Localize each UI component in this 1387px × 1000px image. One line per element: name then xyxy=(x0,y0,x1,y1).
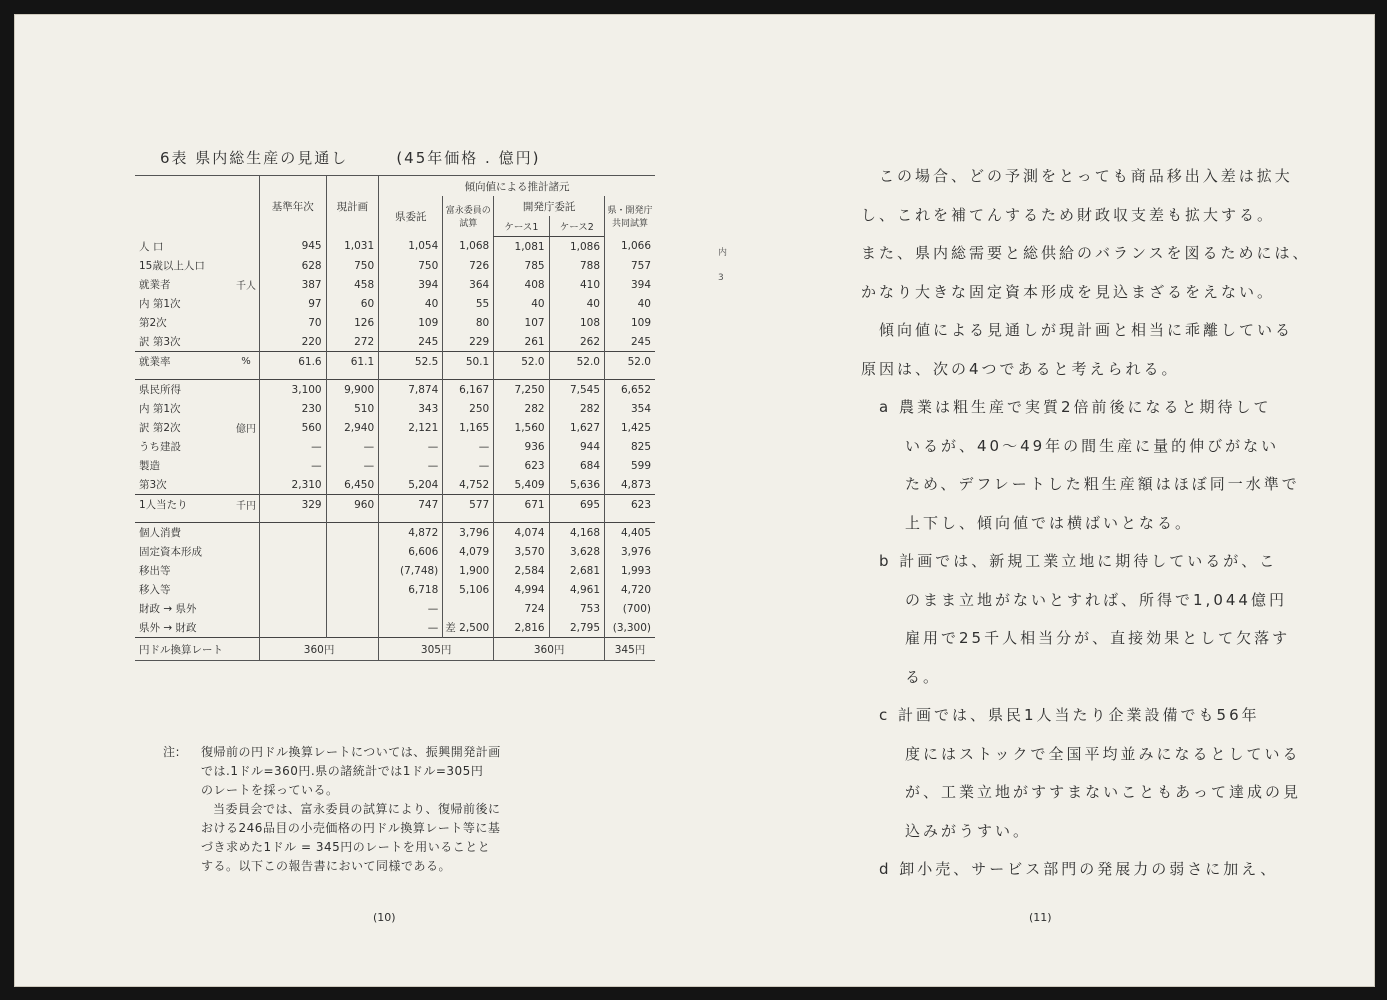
table-cell: — xyxy=(379,456,443,475)
gap-cell xyxy=(494,371,549,380)
table-cell: 785 xyxy=(494,256,549,275)
table-cell xyxy=(260,542,327,561)
table-cell: 510 xyxy=(326,399,379,418)
table-row xyxy=(135,456,655,475)
table-cell: 4,961 xyxy=(549,580,604,599)
table-cell: 55 xyxy=(443,294,494,313)
text-line: a 農業は粗生産で実質2倍前後になると期待して xyxy=(879,398,1272,416)
note-line-5: おける246品目の小売価格の円ドル換算レート等に基 xyxy=(201,821,501,835)
row-unit xyxy=(233,313,260,332)
body-text xyxy=(861,157,1321,889)
table-cell: 2,940 xyxy=(326,418,379,437)
table-cell: — xyxy=(443,456,494,475)
table-cell: 52.0 xyxy=(605,352,656,372)
text-line: が、工業立地がすすまないこともあって達成の見 xyxy=(905,783,1302,801)
table-cell: (3,300) xyxy=(605,618,656,638)
gap-cell xyxy=(135,371,233,380)
table-cell xyxy=(260,618,327,638)
table-cell: 5,204 xyxy=(379,475,443,495)
row-unit xyxy=(233,237,260,257)
table-cell: 960 xyxy=(326,495,379,515)
row-unit: % xyxy=(233,352,260,372)
row-unit xyxy=(233,399,260,418)
text-line: 原因は、次の4つであると考えられる。 xyxy=(861,359,1180,378)
table-cell: 343 xyxy=(379,399,443,418)
table-cell: 750 xyxy=(326,256,379,275)
gap-cell xyxy=(494,514,549,523)
header-pref-office: 県委託 xyxy=(379,196,443,237)
table-body xyxy=(135,237,655,661)
table-cell: 577 xyxy=(443,495,494,515)
gap-cell xyxy=(233,371,260,380)
text-line: この場合、どの予測をとっても商品移出入差は拡大 xyxy=(879,167,1293,185)
row-label: 内 第1次 xyxy=(139,403,181,415)
table-cell: 262 xyxy=(549,332,604,352)
table-cell: 329 xyxy=(260,495,327,515)
table-cell: 6,606 xyxy=(379,542,443,561)
gap-cell xyxy=(549,371,604,380)
row-unit: 億円 xyxy=(236,424,256,435)
header-kaihatsu-group: 開発庁委託 xyxy=(494,196,605,216)
table-row xyxy=(135,352,655,372)
table-cell: 2,795 xyxy=(549,618,604,638)
table-cell: 757 xyxy=(605,256,656,275)
row-label: 第2次 xyxy=(139,317,167,329)
margin-mark-1: 内 xyxy=(718,248,728,258)
table-cell: 60 xyxy=(326,294,379,313)
margin-mark-2: 3 xyxy=(718,273,724,283)
note-line-3: のレートを採っている。 xyxy=(201,783,339,797)
row-unit xyxy=(233,561,260,580)
table-title xyxy=(160,147,540,168)
table-cell: 5,409 xyxy=(494,475,549,495)
table-cell: 354 xyxy=(605,399,656,418)
table-cell: 1,627 xyxy=(549,418,604,437)
exchange-rate-value: 360円 xyxy=(494,638,605,661)
table-cell: 1,165 xyxy=(443,418,494,437)
row-label: 製造 xyxy=(139,460,160,472)
table-cell: 7,250 xyxy=(494,380,549,400)
table-cell: 4,074 xyxy=(494,523,549,543)
row-label: 訳 第2次 xyxy=(139,422,181,434)
row-unit xyxy=(233,332,260,352)
table-cell: (700) xyxy=(605,599,656,618)
note-line-2: では.1ドル=360円.県の諸統計では1ドル=305円 xyxy=(201,764,484,778)
row-label: 内 第1次 xyxy=(139,298,181,310)
text-line: し、これを補てんするため財政収支差も拡大する。 xyxy=(861,205,1276,224)
gap-cell xyxy=(260,371,327,380)
note-lead: 注: xyxy=(163,745,181,759)
table-cell: 40 xyxy=(605,294,656,313)
row-unit: 千円 xyxy=(233,495,260,515)
table-cell: 2,584 xyxy=(494,561,549,580)
table-gap xyxy=(135,514,655,523)
table-cell: — xyxy=(260,456,327,475)
table-cell: 差 2,500 xyxy=(443,618,494,638)
text-line: かなり大きな固定資本形成を見込まざるをえない。 xyxy=(861,282,1276,301)
table-cell: — xyxy=(326,456,379,475)
table-cell: 364 xyxy=(443,275,494,294)
text-line: 雇用で25千人相当分が、直接効果として欠落す xyxy=(905,629,1291,647)
text-line: 上下し、傾向値では横ばいとなる。 xyxy=(905,513,1194,532)
table-cell: 70 xyxy=(260,313,327,332)
row-unit xyxy=(233,599,260,618)
text-line: のまま立地がないとすれば、所得で1,044億円 xyxy=(905,590,1287,609)
header-case1: ケース1 xyxy=(494,216,549,237)
table-cell: 560 xyxy=(260,418,327,437)
table-row xyxy=(135,418,655,437)
note-line-7: する。以下この報告書において同様である。 xyxy=(201,859,452,873)
table-cell: 695 xyxy=(549,495,604,515)
row-label: 15歳以上人口 xyxy=(139,260,205,272)
table-cell: 684 xyxy=(549,456,604,475)
gap-cell xyxy=(326,514,379,523)
text-line: る。 xyxy=(905,667,942,686)
exchange-rate-value: 360円 xyxy=(260,638,379,661)
table-cell: — xyxy=(260,437,327,456)
table-cell: 3,570 xyxy=(494,542,549,561)
header-case2: ケース2 xyxy=(549,216,604,237)
table-cell: 1,068 xyxy=(443,237,494,257)
table-row xyxy=(135,256,655,275)
table-cell: 1,031 xyxy=(326,237,379,257)
table-cell: 825 xyxy=(605,437,656,456)
table-cell: 458 xyxy=(326,275,379,294)
table-cell: 282 xyxy=(494,399,549,418)
table-cell: 623 xyxy=(494,456,549,475)
table-cell: 394 xyxy=(379,275,443,294)
table-cell: 52.0 xyxy=(549,352,604,372)
table-row xyxy=(135,294,655,313)
table-gap xyxy=(135,371,655,380)
text-line: c 計画では、県民1人当たり企業設備でも56年 xyxy=(879,706,1260,724)
table-cell: 7,874 xyxy=(379,380,443,400)
gap-cell xyxy=(260,514,327,523)
table-cell: 229 xyxy=(443,332,494,352)
row-label: 訳 第3次 xyxy=(139,336,181,348)
row-label: 第3次 xyxy=(139,479,167,491)
table-cell: 61.6 xyxy=(260,352,327,372)
text-line: 込みがうすい。 xyxy=(905,821,1032,840)
row-label: 1人当たり xyxy=(135,495,233,515)
row-label: 財政 → 県外 xyxy=(139,603,197,615)
table-cell xyxy=(260,599,327,618)
table-title-text: 6表 県内総生産の見通し xyxy=(160,149,349,167)
row-unit xyxy=(233,380,260,400)
table-cell: 3,796 xyxy=(443,523,494,543)
table-cell: 4,872 xyxy=(379,523,443,543)
table-cell: 623 xyxy=(605,495,656,515)
table-cell: 2,681 xyxy=(549,561,604,580)
text-line: d 卸小売、サービス部門の発展力の弱さに加え、 xyxy=(879,860,1279,878)
row-label: 県外 → 財政 xyxy=(139,622,197,634)
gdp-projection-table xyxy=(135,175,655,661)
document-sheet xyxy=(14,14,1375,987)
table-cell: 387 xyxy=(260,275,327,294)
note-line-4: 当委員会では、富永委員の試算により、復帰前後に xyxy=(213,802,501,816)
text-line: また、県内総需要と総供給のバランスを図るためには、 xyxy=(861,244,1311,262)
row-unit xyxy=(233,294,260,313)
table-cell xyxy=(326,599,379,618)
text-line: 傾向値による見通しが現計画と相当に乖離している xyxy=(879,321,1294,339)
table-cell: 408 xyxy=(494,275,549,294)
table-cell: 3,976 xyxy=(605,542,656,561)
row-label: 個人消費 xyxy=(135,523,233,543)
table-cell: 52.0 xyxy=(494,352,549,372)
table-cell: 7,545 xyxy=(549,380,604,400)
table-cell: 109 xyxy=(379,313,443,332)
table-cell: — xyxy=(379,437,443,456)
table-cell: 394 xyxy=(605,275,656,294)
table-cell xyxy=(326,561,379,580)
table-cell: 40 xyxy=(379,294,443,313)
table-cell: 747 xyxy=(379,495,443,515)
table-cell: 671 xyxy=(494,495,549,515)
table-cell: 4,079 xyxy=(443,542,494,561)
table-cell: 272 xyxy=(326,332,379,352)
table-cell: 1,993 xyxy=(605,561,656,580)
note-line-6: づき求めた1ドル = 345円のレートを用いることと xyxy=(201,840,491,854)
table-cell: (7,748) xyxy=(379,561,443,580)
table-cell: 753 xyxy=(549,599,604,618)
table-cell: 2,816 xyxy=(494,618,549,638)
table-cell: 5,636 xyxy=(549,475,604,495)
row-unit xyxy=(233,437,260,456)
table-cell: 126 xyxy=(326,313,379,332)
table-cell: 52.5 xyxy=(379,352,443,372)
table-row xyxy=(135,313,655,332)
gap-cell xyxy=(443,514,494,523)
gap-cell xyxy=(379,371,443,380)
table-cell: 5,106 xyxy=(443,580,494,599)
table-cell: 50.1 xyxy=(443,352,494,372)
row-label: 県民所得 xyxy=(135,380,233,400)
table-row xyxy=(135,332,655,352)
note-line-1: 復帰前の円ドル換算レートについては、振興開発計画 xyxy=(201,745,501,759)
text-line: いるが、40〜49年の間生産に量的伸びがない xyxy=(905,436,1280,455)
row-unit xyxy=(233,523,260,543)
table-row xyxy=(135,380,655,400)
exchange-rate-row xyxy=(135,638,655,661)
table-cell: 61.1 xyxy=(326,352,379,372)
row-unit xyxy=(233,580,260,599)
table-cell xyxy=(260,561,327,580)
gap-cell xyxy=(549,514,604,523)
table-cell: 1,081 xyxy=(494,237,549,257)
table-cell: 1,425 xyxy=(605,418,656,437)
row-unit: 千人 xyxy=(236,281,256,292)
row-unit xyxy=(233,475,260,495)
table-cell: 1,066 xyxy=(605,237,656,257)
table-cell: 945 xyxy=(260,237,327,257)
table-row xyxy=(135,237,655,257)
table-cell: 40 xyxy=(494,294,549,313)
table-row xyxy=(135,495,655,515)
table-row xyxy=(135,475,655,495)
gap-cell xyxy=(379,514,443,523)
row-label: 移入等 xyxy=(139,584,171,596)
header-unit-blank xyxy=(233,176,260,237)
text-line: 度にはストックで全国平均並みになるとしている xyxy=(905,744,1301,763)
row-unit xyxy=(233,542,260,561)
gap-cell xyxy=(233,514,260,523)
table-cell: 936 xyxy=(494,437,549,456)
table-cell: 944 xyxy=(549,437,604,456)
table-cell: 750 xyxy=(379,256,443,275)
table-row xyxy=(135,561,655,580)
table-cell: 726 xyxy=(443,256,494,275)
row-unit xyxy=(233,256,260,275)
table-cell: — xyxy=(443,437,494,456)
table-cell: 230 xyxy=(260,399,327,418)
table-cell: 80 xyxy=(443,313,494,332)
table-cell: 2,121 xyxy=(379,418,443,437)
table-cell xyxy=(443,599,494,618)
table-cell: 724 xyxy=(494,599,549,618)
table-cell: 6,652 xyxy=(605,380,656,400)
row-unit xyxy=(233,456,260,475)
table-row xyxy=(135,399,655,418)
table-cell xyxy=(326,618,379,638)
row-label: うち建設 xyxy=(139,441,181,453)
row-label: 移出等 xyxy=(139,565,171,577)
table-cell: — xyxy=(326,437,379,456)
table-cell: 1,900 xyxy=(443,561,494,580)
table-cell: 261 xyxy=(494,332,549,352)
table-cell: 245 xyxy=(605,332,656,352)
table-note xyxy=(163,743,663,876)
table-row xyxy=(135,542,655,561)
table-cell xyxy=(260,580,327,599)
table-row xyxy=(135,599,655,618)
table-cell: 599 xyxy=(605,456,656,475)
gap-cell xyxy=(605,371,656,380)
table-cell: 1,560 xyxy=(494,418,549,437)
table-cell: 97 xyxy=(260,294,327,313)
table-cell: 40 xyxy=(549,294,604,313)
table-cell: 9,900 xyxy=(326,380,379,400)
table-cell xyxy=(326,542,379,561)
table-cell: 4,994 xyxy=(494,580,549,599)
table-cell: 410 xyxy=(549,275,604,294)
table-cell: 1,086 xyxy=(549,237,604,257)
text-line: b 計画では、新規工業立地に期待しているが、こ xyxy=(879,552,1278,570)
table-cell: — xyxy=(379,618,443,638)
page-number-left: (10) xyxy=(373,911,396,924)
exchange-rate-value: 345円 xyxy=(605,638,656,661)
table-subtitle: (45年価格 . 億円) xyxy=(396,149,541,167)
text-line: ため、デフレートした粗生産額はほぼ同一水準で xyxy=(905,475,1300,493)
table-cell: 628 xyxy=(260,256,327,275)
gap-cell xyxy=(326,371,379,380)
table-row xyxy=(135,618,655,638)
page-number-right: (11) xyxy=(1029,911,1052,924)
table-row xyxy=(135,437,655,456)
table-row xyxy=(135,580,655,599)
table-cell: 4,168 xyxy=(549,523,604,543)
table-cell: 6,450 xyxy=(326,475,379,495)
table-cell: 4,720 xyxy=(605,580,656,599)
table-cell: 2,310 xyxy=(260,475,327,495)
gap-cell xyxy=(135,514,233,523)
table-cell: 250 xyxy=(443,399,494,418)
table-cell: 6,718 xyxy=(379,580,443,599)
exchange-rate-value: 305円 xyxy=(379,638,494,661)
table-cell: 109 xyxy=(605,313,656,332)
gap-cell xyxy=(443,371,494,380)
table-cell: 4,405 xyxy=(605,523,656,543)
table-cell: 4,873 xyxy=(605,475,656,495)
header-trend-group: 傾向値による推計諸元 xyxy=(379,176,655,197)
table-cell xyxy=(326,580,379,599)
table-row xyxy=(135,275,655,294)
row-label: 就業率 xyxy=(135,352,233,372)
header-base-year: 基準年次 xyxy=(260,176,327,237)
table-cell: 1,054 xyxy=(379,237,443,257)
header-joint: 県・開発庁共同試算 xyxy=(605,196,656,237)
table-cell: 107 xyxy=(494,313,549,332)
table-cell: 3,100 xyxy=(260,380,327,400)
gap-cell xyxy=(605,514,656,523)
exchange-rate-label: 円ドル換算レート xyxy=(135,638,260,661)
table-cell xyxy=(260,523,327,543)
table-cell: 245 xyxy=(379,332,443,352)
table-cell: 3,628 xyxy=(549,542,604,561)
table-cell xyxy=(326,523,379,543)
header-tominaga: 富永委員の試算 xyxy=(443,196,494,237)
table-cell: 6,167 xyxy=(443,380,494,400)
table-cell: 788 xyxy=(549,256,604,275)
row-label: 人 口 xyxy=(139,240,164,253)
header-current-plan: 現計画 xyxy=(326,176,379,237)
table-row xyxy=(135,523,655,543)
header-blank xyxy=(135,176,233,237)
table-cell: 282 xyxy=(549,399,604,418)
table-cell: — xyxy=(379,599,443,618)
table-cell: 108 xyxy=(549,313,604,332)
row-unit xyxy=(233,618,260,638)
row-label: 固定資本形成 xyxy=(139,546,202,558)
table-cell: 220 xyxy=(260,332,327,352)
row-label: 就業者 xyxy=(139,279,171,291)
table-cell: 4,752 xyxy=(443,475,494,495)
